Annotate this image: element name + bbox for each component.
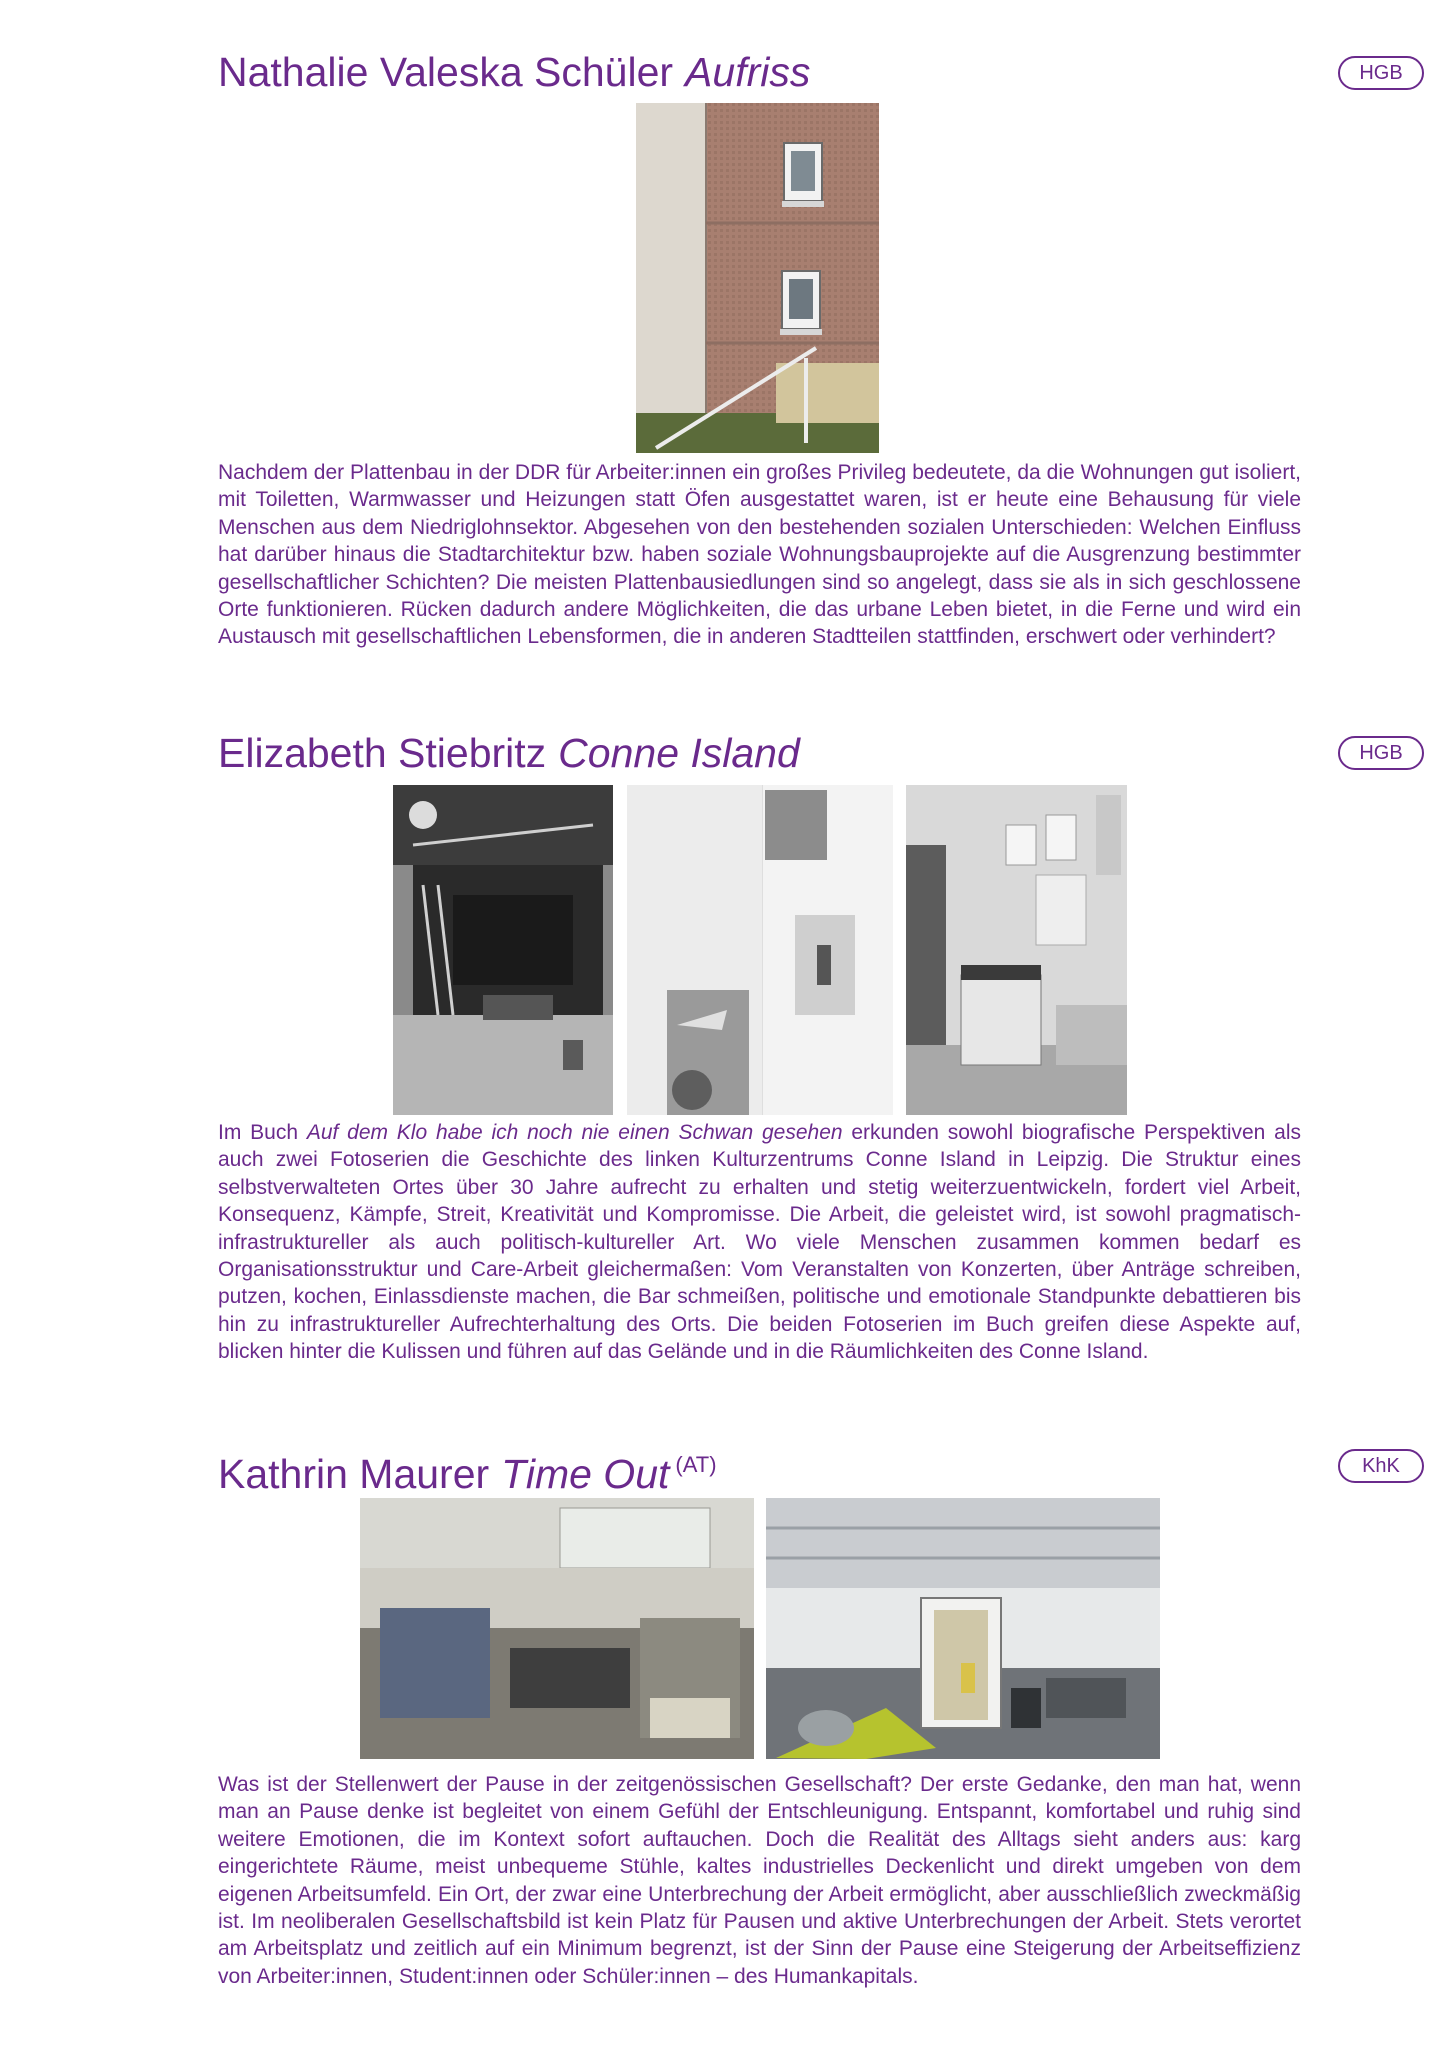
entry-description: Was ist der Stellenwert der Pause in der zeitgenössischen Gesellschaft? Der erste Gedanke, den man hat, wenn man an Pause denke ist begleitet von einem Gefühl der Entschleunigung. Entspannt, komfortabel und ruhig sind weitere Emotionen, die im Kontext sofort auftauchen. Doch die Realität des Alltags sieht anders aus: karg eingerichtete Räume, meist unbequeme Stühle, kaltes industrielles Deckenlicht und direkt umgeben von dem eigenen Arbeitsumfeld. Ein Ort, der zwar eine Unterbrechung der Arbeit ermöglicht, aber ausschließlich zweckmäßig ist. Im neoliberalen Gesellschaftsbild ist kein Platz für Pausen und aktive Unterbrechungen der Arbeit. Stets verortet am Arbeitsplatz und zeitlich auf ein Minimum begrenzt, ist der Sinn der Pause eine Steigerung der Arbeitseffizienz von Arbeiter:innen, Student:innen oder Schüler:innen – des Humankapitals. xyxy=(218,1773,1301,1988)
work-title: Aufriss xyxy=(685,49,811,95)
work-title: Time Out xyxy=(501,1451,670,1497)
entry-description: Nachdem der Plattenbau in der DDR für Arbeiter:innen ein großes Privileg bedeutete, da die Wohnungen gut isoliert, mit Toiletten, Warmwasser und Heizungen statt Öfen ausgestattet waren, ist er heute eine Behausung für viele Menschen aus dem Niedriglohnsektor. Abgesehen von den bestehenden sozialen Unterschieden: Welchen Einfluss hat darüber hinaus die Stadtarchitektur bzw. haben soziale Wohnungsbauprojekte auf die Ausgrenzung bestimmter gesellschaftlicher Schichten? Die meisten Plattenbausiedlungen sind so angelegt, dass sie als in sich geschlossene Orte funktionieren. Rücken dadurch andere Möglichkeiten, die das urbane Leben bietet, in die Ferne und wird ein Austausch mit gesellschaftlichen Lebensformen, die in anderen Stadtteilen stattfinden, erschwert oder verhindert? xyxy=(218,461,1301,649)
author-name: Kathrin Maurer xyxy=(218,1451,490,1497)
author-name: Elizabeth Stiebritz xyxy=(218,730,547,776)
break-pod-photo xyxy=(766,1498,1160,1759)
stage-hall-photo xyxy=(393,785,613,1115)
entry-description xyxy=(218,1119,1301,1366)
title-suffix: (AT) xyxy=(675,1452,717,1477)
entry-heading xyxy=(218,48,810,96)
school-badge: HGB xyxy=(1338,736,1424,770)
plattenbau-facade-photo xyxy=(636,103,879,453)
author-name: Nathalie Valeska Schüler xyxy=(218,49,674,95)
office-copier-photo xyxy=(906,785,1127,1115)
work-title: Conne Island xyxy=(558,730,800,776)
school-badge: KhK xyxy=(1338,1449,1424,1483)
photo-collage-spread xyxy=(627,785,893,1115)
entry-heading xyxy=(218,729,800,777)
entry-heading xyxy=(218,1441,717,1498)
text-body: erkunden sowohl biografische Perspektiven als auch zwei Fotoserien die Geschichte des linken Kulturzentrums Conne Island in Leipzig. Die Struktur eines selbstverwalteten Ortes über 30 Jahre aufrecht zu erhalten und stetig weiterzuentwickeln, fordert viel Arbeit, Konsequenz, Kämpfe, Streit, Kreativität und Kompromisse. Die Arbeit, die geleistet wird, ist sowohl pragmatisch-infrastruktureller als auch politisch-kultureller Art. Wo viele Menschen zusammen kommen bedarf es Organisationsstruktur und Care-Arbeit gleichermaßen: Vom Veranstalten von Konzerten, über Anträge schreiben, putzen, kochen, Einlassdienste machen, die Bar schmeißen, politische und emotionale Standpunkte debattieren bis hin zu infrastruktureller Aufrechterhaltung des Orts. Die beiden Fotoserien im Buch greifen diese Aspekte auf, blicken hinter die Kulissen und führen auf das Gelände und in die Räumlichkeiten des Conne Island. xyxy=(218,1121,1301,1364)
workshop-hall-photo xyxy=(360,1498,754,1759)
school-badge: HGB xyxy=(1338,56,1424,90)
book-title: Auf dem Klo habe ich noch nie einen Schwan gesehen xyxy=(306,1121,843,1144)
text-prefix: Im Buch xyxy=(218,1121,307,1144)
